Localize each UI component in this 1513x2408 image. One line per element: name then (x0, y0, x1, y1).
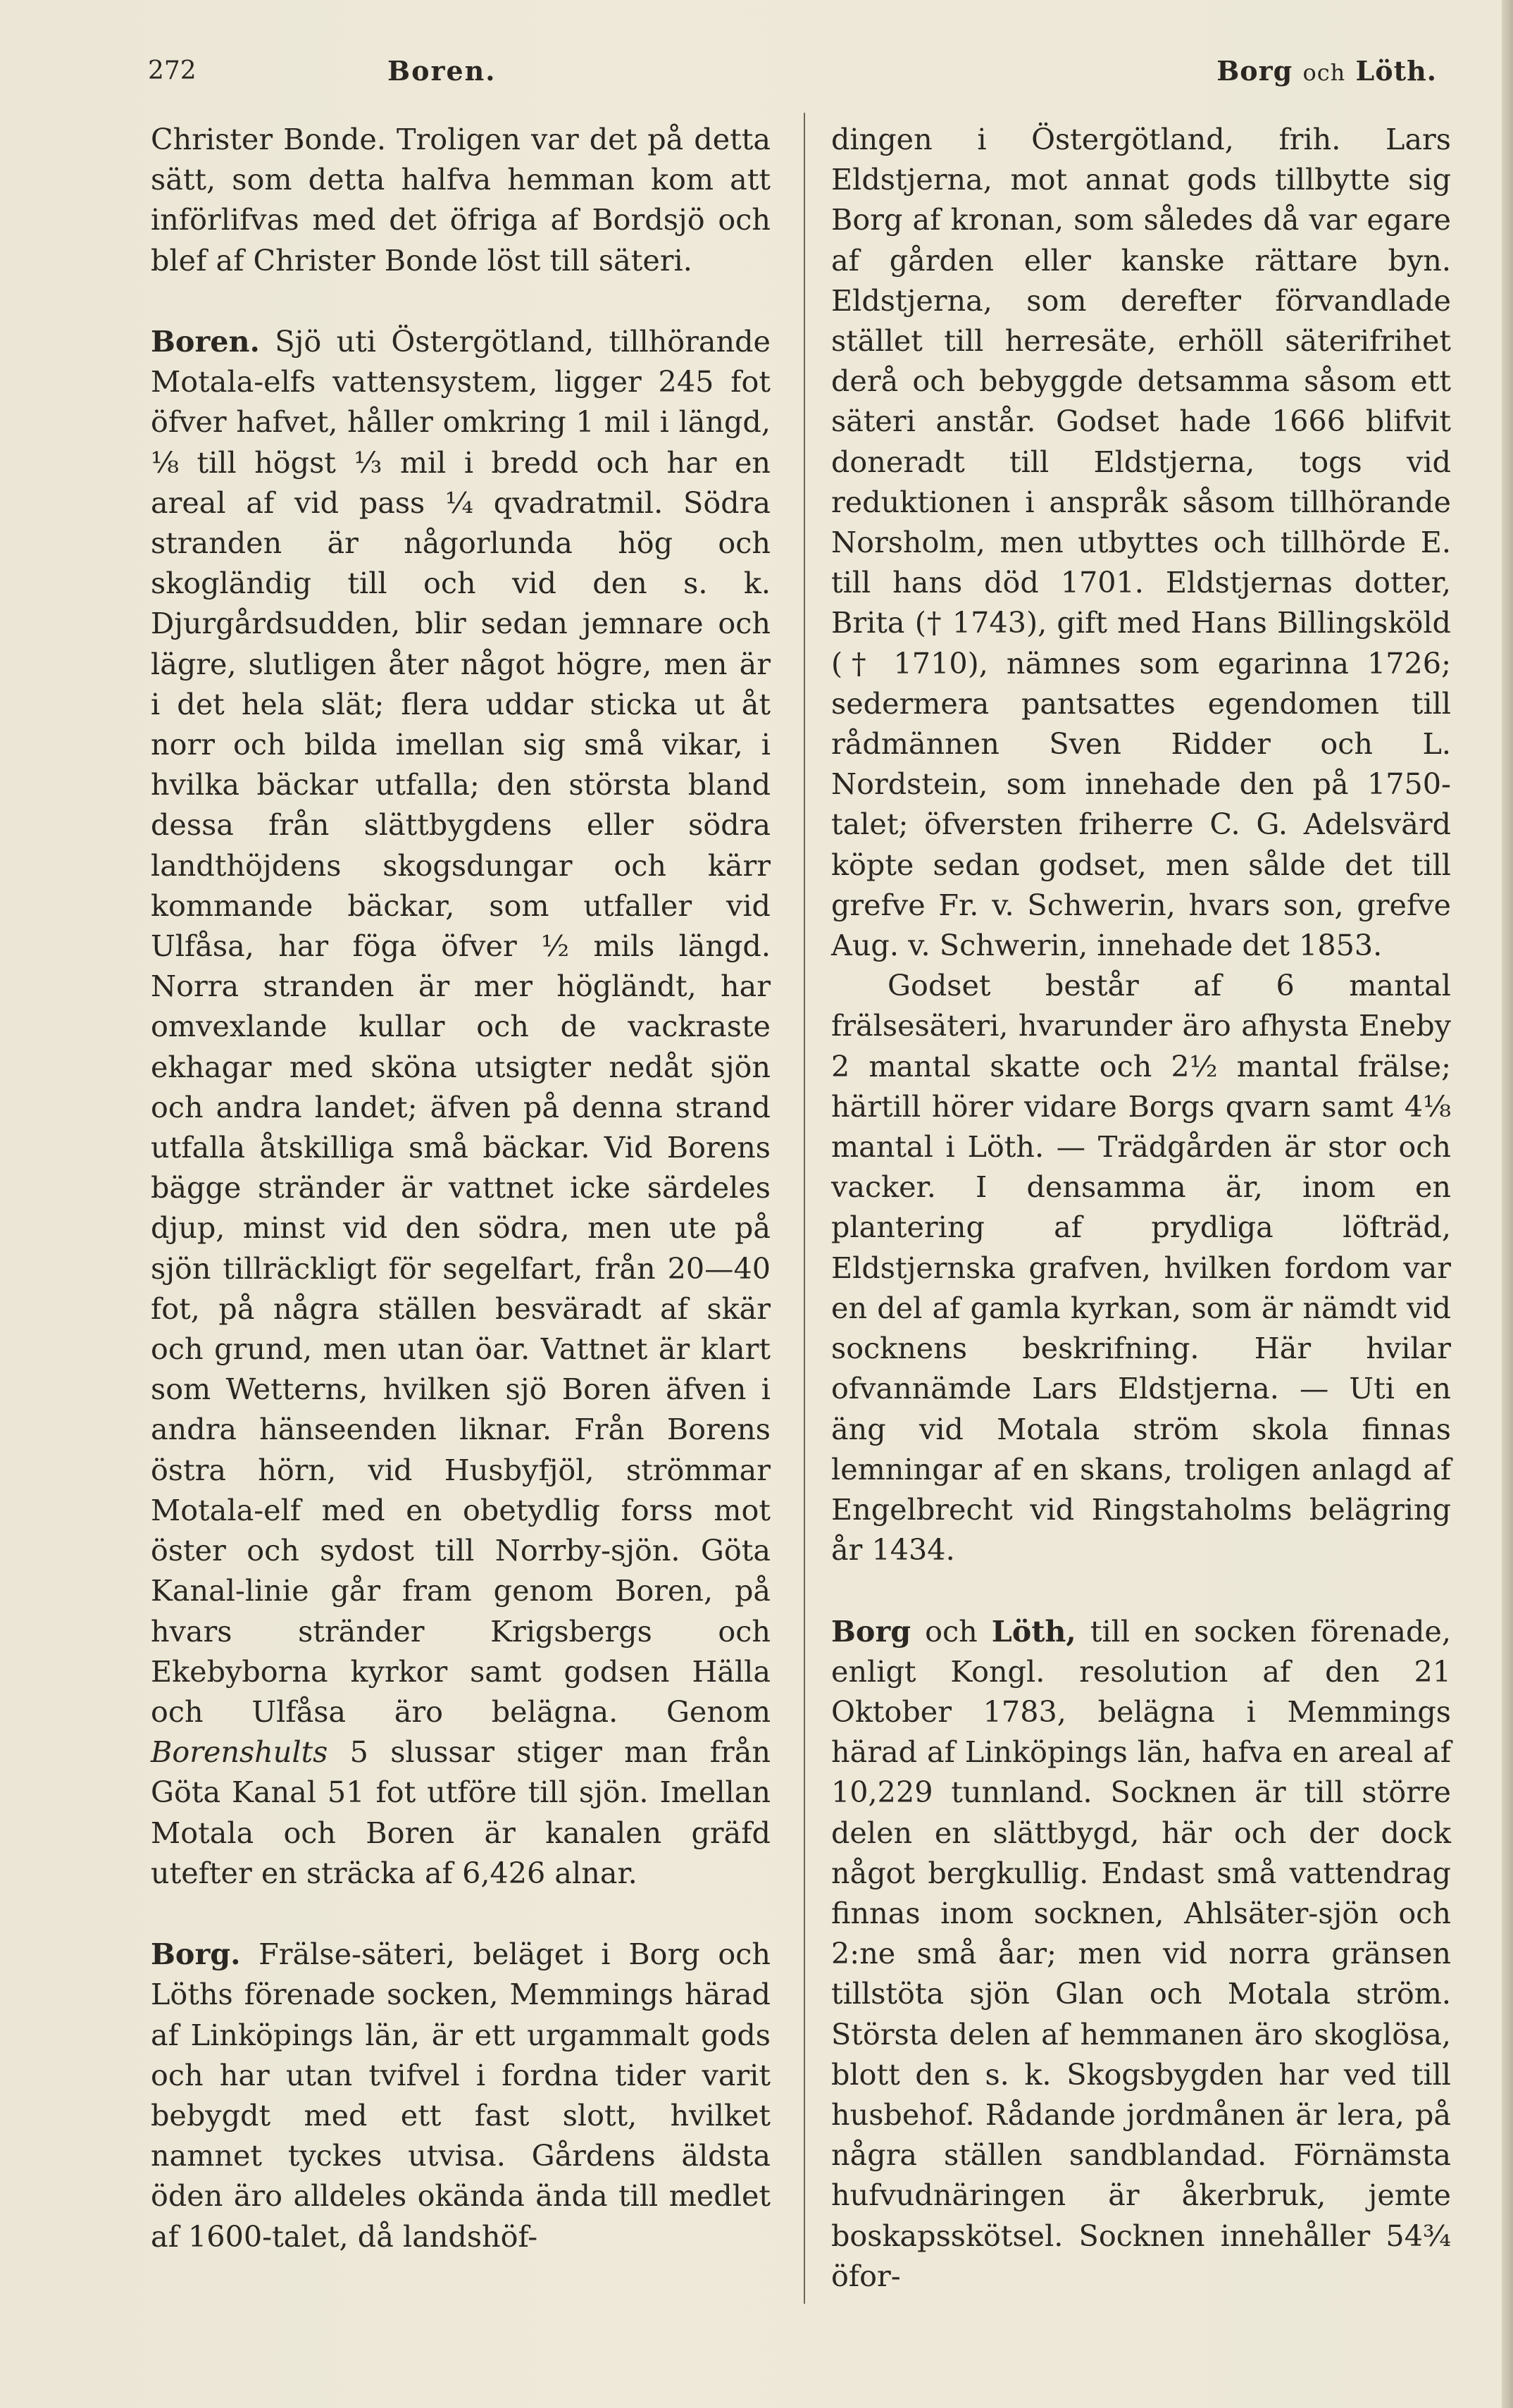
paragraph-gap (151, 1894, 771, 1934)
paragraph-gap (151, 281, 771, 321)
header-right-title (1216, 55, 1437, 87)
entry-heading-loth: Löth, (991, 1613, 1076, 1649)
entry-heading-borg2: Borg (831, 1613, 911, 1649)
paragraph-borg-continued: dingen i Östergötland, frih. Lars Eldstjerna, mot annat gods tillbytte sig Borg af kronan, som således då var egare af gården eller kanske rättare byn. Eldstjerna, som derefter förvandlade stället till herresäte, erhöll säterifrihet derå och bebyggde detsamma såsom ett säteri anstår. Godset hade 1666 blifvit doneradt till Eldstjerna, togs vid reduktionen i anspråk såsom tillhörande Norsholm, men utbyttes och tillhörde E. till hans död 1701. Eldstjernas dotter, Brita († 1743), gift med Hans Billingsköld († 1710), nämnes som egarinna 1726; sedermera pantsattes egendomen till rådmännen Sven Ridder och L. Nordstein, som innehade den på 1750-talet; öfversten friherre C. G. Adelsvärd köpte sedan godset, men sålde det till grefve Fr. v. Schwerin, hvars son, grefve Aug. v. Schwerin, innehade det 1853. (831, 123, 1451, 963)
entry-heading-borg: Borg. (151, 1937, 241, 1972)
paragraph-godset: Godset består af 6 mantal frälsesäteri, hvarunder äro afhysta Eneby 2 mantal skatte och 2½ mantal frälse; härtill hörer vidare Borgs qvarn samt 4⅛ mantal i Löth. — Trädgården är stor och vacker. I densamma är, inom en plantering af prydliga löfträd, Eldstjernska grafven, hvilken fordom var en del af gamla kyrkan, som är nämdt vid socknens beskrifning. Här hvilar ofvannämde Lars Eldstjerna. — Uti en äng vid Motala ström skola finnas lemningar af en skans, troligen anlagd af Engelbrecht vid Ringstaholms belägring år 1434. (831, 969, 1451, 1568)
column-divider (804, 113, 805, 2304)
paragraph-bordsjo-end: Christer Bonde. Troligen var det på detta sätt, som detta halfva hemman kom att införlifvas med det öfriga af Bordsjö och blef af Christer Bonde löst till säteri. (151, 123, 771, 278)
page-number: 272 (148, 56, 197, 85)
header-right-och: och (1302, 59, 1346, 86)
entry-heading-boren: Boren. (151, 324, 260, 359)
right-column (831, 120, 1451, 2297)
left-column (151, 120, 771, 2257)
entry-heading-och: och (911, 1614, 992, 1649)
entry-borg-text: Frälse-säteri, beläget i Borg och Löths förenade socken, Memmings härad af Linköpings län, är ett urgammalt gods och har utan tvifvel i fordna tider varit bebygdt med ett fast slott, hvilket namnet tyckes utvisa. Gårdens äldsta öden äro alldeles okända ända till medlet af 1600-talet, då landshöf- (151, 1937, 771, 2254)
entry-boren-text-b: 5 slussar stiger man från Göta Kanal 51 fot utföre till sjön. Imellan Motala och Boren är kanalen gräfd utefter en sträcka af 6,426 alnar. (151, 1735, 771, 1890)
header-right-part2: Löth. (1355, 55, 1437, 87)
running-header (148, 56, 1437, 92)
page-edge (1502, 0, 1513, 2408)
entry-borg-och-loth (831, 1611, 1451, 2297)
paragraph-gap (831, 1570, 1451, 1610)
header-right-part1: Borg (1216, 55, 1293, 87)
entry-boren (151, 321, 771, 1894)
entry-borg-loth-text: till en socken förenade, enligt Kongl. resolution af den 21 Oktober 1783, belägna i Memmings härad af Linköpings län, hafva en areal af 10,229 tunnland. Socknen är till större delen en slättbygd, här och der dock något bergkullig. Endast små vattendrag finnas inom socknen, Ahlsäter-sjön och 2:ne små åar; men vid norra gränsen tillstöta sjön Glan och Motala ström. Största delen af hemmanen äro skoglösa, blott den s. k. Skogsbygden har ved till husbehof. Rådande jordmånen är lera, på några ställen sandblandad. Förnämsta hufvudnäringen är åkerbruk, jemte boskapsskötsel. Socknen innehåller 54¾ öfor- (831, 1614, 1451, 2293)
entry-borg (151, 1934, 771, 2257)
header-left-title: Boren. (387, 55, 497, 87)
entry-boren-text-a: Sjö uti Östergötland, tillhörande Motala-elfs vattensystem, ligger 245 fot öfver hafvet, håller omkring 1 mil i längd, ⅛ till högst ⅓ mil i bredd och har en areal af vid pass ¼ qvadratmil. Södra stranden är någorlunda hög och skogländig till och vid den s. k. Djurgårdsudden, blir sedan jemnare och lägre, slutligen åter något högre, men är i det hela slät; flera uddar sticka ut åt norr och bilda imellan sig små vikar, i hvilka bäckar utfalla; den största bland dessa från slättbygdens eller södra landthöjdens skogsdungar och kärr kommande bäckar, som utfaller vid Ulfåsa, har föga öfver ½ mils längd. Norra stranden är mer högländt, har omvexlande kullar och de vackraste ekhagar med sköna utsigter nedåt sjön och andra landet; äfven på denna strand utfalla åtskilliga små bäckar. Vid Borens bägge stränder är vattnet icke särdeles djup, minst vid den södra, men ute på sjön tillräckligt för segelfart, från 20—40 fot, på några ställen besväradt af skär och grund, men utan öar. Vattnet är klart som Wetterns, hvilken sjö Boren äfven i andra hänseenden liknar. Från Borens östra hörn, vid Husbyfjöl, strömmar Motala-elf med en obetydlig forss mot öster och sydost till Norrby-sjön. Göta Kanal-linie går fram genom Boren, på hvars stränder Krigsbergs och Ekebyborna kyrkor samt godsen Hälla och Ulfåsa äro belägna. Genom (151, 325, 771, 1729)
entry-boren-italic: Borenshults (151, 1735, 328, 1770)
